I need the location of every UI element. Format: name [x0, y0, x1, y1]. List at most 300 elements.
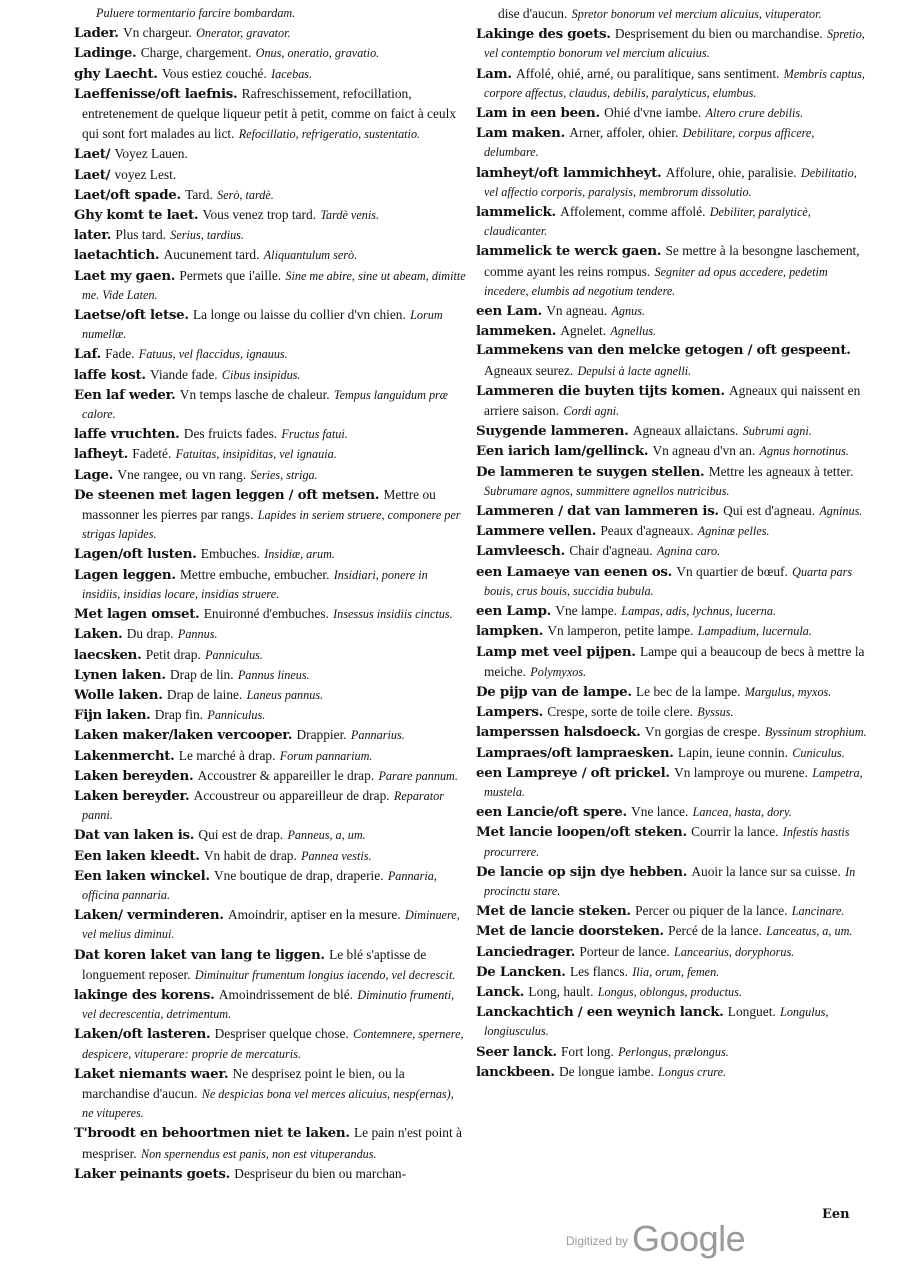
dictionary-entry — [476, 541, 868, 561]
dictionary-entry — [476, 103, 868, 123]
entry-french: Drappier. — [296, 727, 347, 743]
entry-headword: Met lancie loopen/oft steken. — [476, 824, 687, 841]
entry-latin: Panniculus. — [207, 708, 266, 723]
dictionary-entry — [74, 64, 466, 84]
entry-headword: Lader. — [74, 25, 119, 42]
entry-headword: Lammekens van den melcke getogen / oft gespeent. — [476, 342, 851, 359]
entry-headword: Laet/ — [74, 166, 111, 183]
entry-latin: Forum pannarium. — [279, 748, 373, 763]
dictionary-entry — [476, 942, 868, 962]
dictionary-entry — [74, 23, 466, 43]
entry-french: Vn agneau. — [546, 303, 608, 319]
entry-latin: Onerator, gravator. — [196, 26, 291, 41]
entry-headword: T'broodt en behoortmen niet te laken. — [74, 1125, 350, 1142]
entry-headword: Lampers. — [476, 704, 543, 721]
entry-french: Drap de lin. — [170, 666, 234, 682]
dictionary-entry — [74, 144, 466, 164]
entry-latin: Pannea vestis. — [301, 848, 372, 863]
dictionary-entry — [476, 562, 868, 601]
dictionary-entry — [74, 305, 466, 344]
entry-french: Crespe, sorte de toile clere. — [547, 704, 694, 720]
entry-french: Vn gorgias de crespe. — [644, 724, 761, 740]
entry-latin: Altero crure debilis. — [705, 106, 804, 121]
dictionary-entry — [74, 1123, 466, 1163]
dictionary-entry — [74, 245, 466, 265]
dictionary-entry — [476, 901, 868, 921]
entry-french: Vous estiez couché. — [161, 65, 267, 81]
entry-latin: Series, striga. — [250, 467, 318, 482]
entry-headword: Een iarich lam/gellinck. — [476, 443, 649, 460]
entry-latin: Diminuitur frumentum longius iacendo, vel decrescit. — [194, 967, 456, 982]
dictionary-entry — [74, 225, 466, 245]
entry-latin: Agnus hornotinus. — [759, 444, 849, 459]
entry-headword: Lakinge des goets. — [476, 26, 611, 43]
entry-latin: Diminuere, vel melius diminui. — [82, 908, 460, 942]
dictionary-entry — [74, 84, 466, 145]
entry-latin: Subrumi agni. — [742, 424, 812, 439]
entry-french: Longuet. — [727, 1004, 776, 1020]
dictionary-entry — [74, 786, 466, 825]
dictionary-entry — [476, 321, 868, 341]
entry-headword: lammelick te werck gaen. — [476, 243, 662, 260]
entry-french: Agneaux seurez. — [484, 362, 574, 378]
entry-headword: Lamp met veel pijpen. — [476, 643, 636, 660]
dictionary-entry — [74, 365, 466, 385]
entry-french: Plus tard. — [115, 227, 167, 243]
dictionary-entry — [476, 441, 868, 461]
dictionary-entry — [476, 24, 868, 63]
entry-french: Long, hault. — [528, 983, 594, 999]
dictionary-entry — [476, 702, 868, 722]
entry-french: Affolé, ohié, arné, ou paralitique, sans sentiment. — [516, 65, 780, 81]
entry-french: Drap fin. — [154, 707, 204, 723]
watermark-prefix: Digitized by — [566, 1234, 629, 1248]
entry-latin: Debilitare, corpus afficere, delumbare. — [484, 126, 815, 160]
entry-headword: Lanckachtich / een weynich lanck. — [476, 1004, 724, 1021]
dictionary-entry — [476, 4, 868, 24]
entry-french: Tard. — [185, 186, 213, 202]
entry-headword: lammeken. — [476, 323, 557, 340]
entry-headword: Laken/ verminderen. — [74, 907, 224, 924]
entry-headword: De lammeren te suygen stellen. — [476, 463, 705, 480]
entry-latin: Panniculus. — [205, 647, 263, 662]
dictionary-entry — [74, 424, 466, 444]
dictionary-entry — [476, 163, 868, 202]
entry-headword: Seer lanck. — [476, 1043, 557, 1060]
entry-latin: Agninæ pelles. — [697, 524, 770, 539]
entry-latin: Fatuitas, insipiditas, vel ignauia. — [175, 447, 337, 462]
dictionary-entry — [476, 682, 868, 702]
entry-french: Affolement, comme affolé. — [560, 204, 706, 220]
entry-latin: Lampetra, mustela. — [484, 765, 863, 799]
entry-french: Vne rangee, ou vn rang. — [117, 466, 247, 482]
catchword: Een — [822, 1207, 850, 1222]
entry-latin: Cuniculus. — [792, 745, 845, 760]
entry-headword: lampken. — [476, 623, 544, 640]
dictionary-entry — [476, 1062, 868, 1082]
entry-headword: een Lam. — [476, 303, 542, 320]
entry-headword: een Lamaeye van eenen os. — [476, 563, 673, 580]
entry-french: Accoustrer & appareiller le drap. — [197, 767, 375, 783]
entry-french: Qui est d'agneau. — [723, 503, 816, 519]
entry-latin: Byssinum strophium. — [764, 725, 867, 740]
dictionary-entry — [74, 866, 466, 905]
dictionary-entry — [74, 165, 466, 185]
entry-latin: Sine me abire, sine ut abeam, dimitte me. Vide Laten. — [82, 268, 466, 302]
dictionary-entry — [476, 722, 868, 742]
entry-headword: Laken/oft lasteren. — [74, 1026, 211, 1043]
entry-headword: Ladinge. — [74, 45, 137, 62]
entry-headword: een Lampreye / oft prickel. — [476, 764, 670, 781]
entry-headword: De pijp van de lampe. — [476, 683, 632, 700]
entry-headword: Laet my gaen. — [74, 267, 176, 284]
entry-headword: Lammere vellen. — [476, 523, 597, 540]
entry-french: Lapin, ieune connin. — [677, 744, 788, 760]
entry-headword: Laeffenisse/oft laefnis. — [74, 85, 238, 102]
watermark — [566, 1218, 745, 1260]
dictionary-entry — [74, 465, 466, 485]
dictionary-entry — [74, 185, 466, 205]
entry-latin: Spretor bonorum vel mercium alicuius, vituperator. — [571, 7, 822, 21]
entry-latin: Cibus insipidus. — [221, 367, 301, 382]
entry-french: Agnelet. — [560, 323, 607, 339]
entry-french: Arner, affoler, ohier. — [569, 125, 679, 141]
dictionary-entry — [476, 202, 868, 241]
entry-french: Percer ou piquer de la lance. — [635, 903, 788, 919]
entry-latin: Perlongus, prælongus. — [618, 1044, 729, 1059]
entry-latin: Margulus, myxos. — [744, 684, 832, 699]
dictionary-entry — [74, 685, 466, 705]
entry-french: Vne boutique de drap, draperie. — [214, 867, 384, 883]
entry-french: Le pain n'est point à mespriser. — [82, 1125, 462, 1161]
entry-french: Du drap. — [126, 626, 174, 642]
dictionary-entry — [476, 982, 868, 1002]
entry-latin: Debilitatio, vel affectio corporis, paralysis, membrorum dissolutio. — [484, 165, 857, 199]
entry-headword: lamperssen halsdoeck. — [476, 724, 641, 741]
entry-latin: Lampadium, lucernula. — [697, 624, 812, 639]
google-logo: Google — [632, 1218, 746, 1259]
entry-headword: laecsken. — [74, 646, 142, 663]
dictionary-entry — [74, 43, 466, 63]
entry-french: Vn lamproye ou murene. — [674, 764, 808, 780]
dictionary-entry — [74, 846, 466, 866]
entry-latin: Panneus, a, um. — [287, 828, 366, 843]
dictionary-entry — [74, 544, 466, 564]
entry-french: Aucunement tard. — [163, 247, 260, 263]
entry-latin: Serò, tardè. — [217, 187, 274, 202]
entry-latin: Agnina caro. — [656, 544, 721, 559]
entry-french: Accoustreur ou appareilleur de drap. — [193, 787, 390, 803]
dictionary-entry — [74, 766, 466, 786]
entry-headword: lakinge des korens. — [74, 986, 215, 1003]
entry-latin: Lancearius, doryphorus. — [674, 944, 795, 959]
dictionary-entry — [74, 1024, 466, 1063]
dictionary-entry — [74, 266, 466, 305]
entry-headword: Laket niemants waer. — [74, 1065, 229, 1082]
entry-french: Vous venez trop tard. — [202, 207, 317, 223]
entry-latin: Agninus. — [819, 504, 863, 519]
entry-latin: Lanceatus, a, um. — [766, 924, 853, 939]
entry-french: Le marché à drap. — [178, 747, 276, 763]
entry-french: Voyez Lauen. — [114, 146, 188, 162]
entry-french: Affolure, ohie, paralisie. — [665, 164, 797, 180]
entry-latin: Polymyxos. — [530, 664, 587, 679]
dictionary-entry — [476, 822, 868, 861]
entry-french: Agneaux allaictans. — [632, 423, 739, 439]
entry-headword: De lancie op sijn dye hebben. — [476, 863, 688, 880]
entry-headword: Lam in een been. — [476, 105, 600, 122]
entry-latin: Lorum numellæ. — [82, 308, 443, 342]
entry-headword: lanckbeen. — [476, 1063, 555, 1080]
entry-latin: Puluere tormentario farcire bombardam. — [96, 6, 296, 20]
dictionary-entry — [74, 725, 466, 745]
entry-french: Fort long. — [560, 1043, 614, 1059]
entry-french: La longe ou laisse du collier d'vn chien. — [192, 307, 406, 323]
left-column — [74, 4, 466, 1184]
entry-headword: Laken maker/laken vercooper. — [74, 727, 293, 744]
entry-french: De longue iambe. — [559, 1063, 654, 1079]
entry-latin: Serius, tardius. — [170, 228, 244, 243]
entry-french: voyez Lest. — [114, 166, 177, 182]
dictionary-entry — [476, 1042, 868, 1062]
entry-latin: Fatuus, vel flaccidus, ignauus. — [138, 347, 288, 362]
entry-latin: Agnus. — [611, 304, 645, 319]
entry-french: Enuironné d'embuches. — [203, 606, 329, 622]
entry-french: Agneaux qui naissent en arriere saison. — [484, 382, 861, 419]
entry-french: Le bec de la lampe. — [635, 683, 741, 699]
entry-french: Rafreschissement, refocillation, entretenement de quelque liqueur petit à petit, comme on faict à ceulx qui sont fort malades au lict. — [82, 85, 457, 142]
entry-french: Lampe qui a beaucoup de becs à mettre la meiche. — [484, 643, 865, 679]
entry-latin: Lancinare. — [791, 904, 845, 919]
entry-french: Amoindrir, aptiser en la mesure. — [227, 907, 401, 923]
entry-latin: Insidiari, ponere in insidiis, insidias locare, insidias struere. — [82, 567, 428, 601]
entry-headword: Laf. — [74, 346, 101, 363]
entry-latin: Quarta pars bouis, crus bouis, succidia bubula. — [484, 564, 853, 598]
dictionary-entry — [74, 4, 466, 23]
entry-headword: Lakenmercht. — [74, 747, 175, 764]
dictionary-entry — [476, 1002, 868, 1041]
entry-french: Amoindrissement de blé. — [218, 986, 354, 1002]
dictionary-entry — [476, 381, 868, 421]
entry-headword: De steenen met lagen leggen / oft metsen. — [74, 486, 380, 503]
dictionary-entry — [476, 521, 868, 541]
entry-headword: Lammeren / dat van lammeren is. — [476, 503, 719, 520]
dictionary-entry — [74, 705, 466, 725]
entry-headword: De Lancken. — [476, 963, 566, 980]
entry-headword: later. — [74, 227, 112, 244]
entry-headword: Met de lancie doorsteken. — [476, 923, 664, 940]
entry-latin: Lancea, hasta, dory. — [692, 805, 792, 820]
entry-headword: Laetse/oft letse. — [74, 307, 189, 324]
entry-latin: Tempus languidum præ calore. — [82, 387, 448, 422]
entry-french: Vne lampe. — [555, 603, 618, 619]
entry-french: Se mettre à la besongne laschement, comme ayant les reins rompus. — [484, 243, 860, 279]
entry-french: Vn chargeur. — [122, 25, 192, 41]
dictionary-entry — [74, 205, 466, 225]
entry-headword: Dat van laken is. — [74, 827, 195, 844]
dictionary-entry — [476, 462, 868, 501]
entry-french: Fadeté. — [132, 446, 172, 462]
entry-french: Ne desprisez point le bien, ou la marchandise d'aucun. — [82, 1065, 405, 1101]
entry-french: Des fruicts fades. — [183, 426, 278, 442]
entry-headword: Suygende lammeren. — [476, 423, 629, 440]
entry-latin: Agnellus. — [610, 324, 657, 339]
dictionary-entry — [476, 962, 868, 982]
dictionary-entry — [74, 645, 466, 665]
entry-latin: Fructus fatui. — [281, 427, 348, 442]
dictionary-entry — [74, 485, 466, 545]
dictionary-entry — [476, 743, 868, 763]
entry-headword: Laken bereyder. — [74, 787, 190, 804]
entry-latin: Iacebas. — [271, 66, 313, 81]
entry-latin: Aliquantulum serò. — [263, 248, 358, 263]
entry-french: Les flancs. — [569, 963, 628, 979]
dictionary-entry — [476, 642, 868, 682]
entry-headword: Ghy komt te laet. — [74, 207, 199, 224]
entry-french: Ohié d'vne iambe. — [604, 105, 702, 121]
entry-french: Viande fade. — [150, 366, 218, 382]
entry-headword: een Lancie/oft spere. — [476, 804, 627, 821]
entry-latin: Subrumare agnos, summittere agnellos nutricibus. — [484, 483, 730, 498]
entry-french: Mettre embuche, embucher. — [180, 566, 330, 582]
entry-french: Petit drap. — [145, 646, 201, 662]
entry-headword: laffe kost. — [74, 366, 146, 383]
entry-latin: Longulus, longiusculus. — [484, 1005, 829, 1039]
entry-french: Percé de la lance. — [668, 923, 762, 939]
dictionary-entry — [74, 1164, 466, 1184]
dictionary-entry — [476, 862, 868, 901]
entry-french: Courrir la lance. — [691, 824, 779, 840]
dictionary-entry — [476, 621, 868, 641]
entry-headword: Laet/ — [74, 146, 111, 163]
entry-french: Embuches. — [200, 546, 260, 562]
dictionary-entry — [476, 301, 868, 321]
entry-latin: Longus, oblongus, productus. — [597, 984, 742, 999]
dictionary-entry — [476, 241, 868, 301]
entry-latin: Segniter ad opus accedere, pedetim incedere, elumbis ad negotium tendere. — [484, 264, 828, 298]
entry-french: Chair d'agneau. — [569, 543, 653, 559]
entry-latin: Ne despicias bona vel merces alicuius, nesp(ernas), ne vituperes. — [82, 1086, 454, 1121]
dictionary-entry — [74, 624, 466, 644]
entry-headword: Lanciedrager. — [476, 943, 576, 960]
dictionary-entry — [74, 444, 466, 464]
entry-french: Peaux d'agneaux. — [600, 523, 694, 539]
entry-french: Despriser quelque chose. — [214, 1026, 349, 1042]
entry-latin: Contemnere, spernere, despicere, vituperare: proprie de mercaturis. — [82, 1027, 464, 1061]
entry-french: Vn habit de drap. — [203, 847, 297, 863]
entry-latin: Non spernendus est panis, non est vituperandus. — [140, 1146, 377, 1161]
entry-headword: Laet/oft spade. — [74, 186, 181, 203]
entry-french: Desprisement du bien ou marchandise. — [614, 26, 823, 42]
dictionary-entry — [476, 64, 868, 103]
entry-french: dise d'aucun. — [498, 6, 568, 21]
entry-headword: Laken. — [74, 626, 123, 643]
entry-french: Mettre ou massonner les pierres par rangs. — [82, 486, 436, 523]
entry-latin: Ilia, orum, femen. — [632, 964, 720, 979]
dictionary-entry — [74, 604, 466, 624]
entry-latin: Spretio, vel contemptio bonorum vel mercium alicuius. — [484, 27, 865, 61]
entry-latin: Tardè venis. — [320, 208, 380, 223]
dictionary-entry — [476, 921, 868, 941]
entry-headword: Lampraes/oft lampraesken. — [476, 744, 674, 761]
dictionary-entry — [476, 123, 868, 162]
entry-latin: Refocillatio, refrigeratio, sustentatio. — [238, 127, 421, 142]
entry-latin: Reparator panni. — [82, 788, 444, 823]
dictionary-entry — [74, 945, 466, 985]
entry-french: Vne lance. — [631, 804, 689, 820]
dictionary-entry — [74, 905, 466, 944]
entry-latin: Membris captus, corpore affectus, claudus, debilis, paralyticus, elumbus. — [484, 66, 865, 100]
entry-latin: Debiliter, paralyticè, claudicanter. — [484, 205, 811, 239]
dictionary-entry — [476, 802, 868, 822]
entry-latin: Lapides in seriem struere, componere per strigas lapides. — [82, 508, 461, 542]
dictionary-entry — [74, 385, 466, 424]
entry-headword: Een laken kleedt. — [74, 847, 200, 864]
entry-headword: Lagen leggen. — [74, 566, 176, 583]
dictionary-entry — [74, 825, 466, 845]
entry-latin: Pannus. — [177, 627, 218, 642]
entry-french: Charge, chargement. — [140, 45, 252, 61]
entry-headword: lammelick. — [476, 204, 556, 221]
entry-latin: Laneus pannus. — [246, 687, 324, 702]
entry-french: Vn lamperon, petite lampe. — [547, 623, 694, 639]
dictionary-entry — [74, 985, 466, 1024]
dictionary-entry — [74, 1064, 466, 1124]
entry-headword: Met lagen omset. — [74, 606, 200, 623]
entry-latin: Depulsi à lacte agnelli. — [577, 363, 692, 378]
entry-latin: Onus, oneratio, gravatio. — [255, 46, 380, 61]
dictionary-entry — [476, 341, 868, 380]
entry-latin: Insidiæ, arum. — [264, 547, 335, 562]
entry-latin: Diminutio frumenti, vel decrescentia, detrimentum. — [82, 987, 455, 1022]
entry-headword: Lagen/oft lusten. — [74, 546, 197, 563]
entry-latin: Longus crure. — [658, 1064, 727, 1079]
entry-headword: Lam maken. — [476, 125, 565, 142]
entry-french: Qui est de drap. — [198, 827, 284, 843]
dictionary-entry — [476, 601, 868, 621]
dictionary-entry — [74, 746, 466, 766]
right-column — [476, 4, 868, 1082]
entry-french: Auoir la lance sur sa cuisse. — [691, 863, 841, 879]
entry-headword: laetachtich. — [74, 247, 160, 264]
entry-headword: Lamvleesch. — [476, 543, 565, 560]
entry-headword: Dat koren laket van lang te liggen. — [74, 946, 325, 963]
dictionary-entry — [74, 344, 466, 364]
entry-headword: een Lamp. — [476, 603, 552, 620]
entry-french: Fade. — [105, 346, 135, 362]
entry-french: Permets que i'aille. — [179, 267, 282, 283]
entry-headword: Een laken winckel. — [74, 867, 210, 884]
entry-headword: Laker peinants goets. — [74, 1165, 231, 1182]
entry-french: Despriseur du bien ou marchan- — [234, 1165, 407, 1181]
entry-french: Mettre les agneaux à tetter. — [708, 463, 854, 479]
entry-french: Le blé s'aptisse de longuement reposer. — [82, 946, 427, 982]
entry-latin: Lampas, adis, lychnus, lucerna. — [621, 604, 777, 619]
dictionary-entry — [74, 665, 466, 685]
entry-latin: Pannaria, officina pannaria. — [82, 868, 437, 902]
entry-headword: Fijn laken. — [74, 707, 151, 724]
entry-headword: laffe vruchten. — [74, 426, 180, 443]
entry-latin: Byssus. — [697, 705, 734, 720]
entry-headword: lafheyt. — [74, 446, 129, 463]
entry-latin: Parare pannum. — [378, 768, 458, 783]
entry-latin: Insessus insidiis cinctus. — [333, 607, 453, 622]
entry-headword: Met de lancie steken. — [476, 903, 631, 920]
entry-headword: lamheyt/oft lammichheyt. — [476, 164, 662, 181]
entry-headword: Lage. — [74, 466, 114, 483]
entry-headword: Lanck. — [476, 983, 525, 1000]
entry-latin: In procinctu stare. — [484, 864, 856, 898]
